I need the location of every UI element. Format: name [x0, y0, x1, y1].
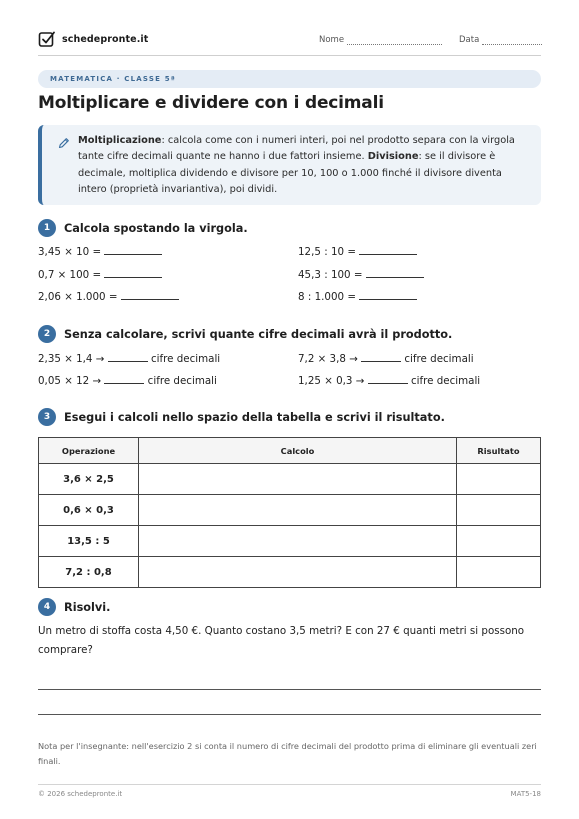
table-row	[39, 495, 541, 526]
operation-cell: 3,6 × 2,5	[39, 464, 139, 495]
mult-text: : calcola come con i numeri interi, poi nel prodotto separa con la virgola tante cifre decimali quante ne hanno i due fattori insieme.	[78, 135, 515, 163]
answer-blank[interactable]	[359, 245, 417, 255]
info-box	[38, 125, 541, 205]
answer-line[interactable]	[38, 714, 541, 715]
answer-blank[interactable]	[368, 374, 408, 384]
exercise-title: Calcola spostando la virgola.	[64, 221, 248, 235]
column-header: Operazione	[39, 438, 139, 464]
operation-cell: 7,2 : 0,8	[39, 557, 139, 588]
exercise-item	[38, 245, 162, 258]
page-title: Moltiplicare e dividere con i decimali	[38, 93, 384, 113]
page-header	[38, 30, 541, 56]
calculation-cell[interactable]	[139, 526, 457, 557]
checkbox-logo-icon	[38, 30, 56, 48]
date-line[interactable]	[482, 37, 542, 45]
table-row	[39, 464, 541, 495]
exercise-number: 1	[38, 219, 56, 237]
item-text: 7,2 × 3,8 →	[298, 353, 358, 365]
date-field[interactable]	[459, 35, 542, 45]
table-row	[39, 557, 541, 588]
teacher-note: Nota per l'insegnante: nell'esercizio 2 si conta il numero di cifre decimali del prodotto prima di eliminare gli eventuali zeri finali.	[38, 741, 537, 766]
calculation-cell[interactable]	[139, 495, 457, 526]
div-text: : se il divisore è decimale, moltiplica dividendo e divisore per 10, 100 o 1.000 finché il divisore diventa intero (proprietà invariantiva), poi dividi.	[78, 151, 502, 196]
copyright: © 2026 schedepronte.it	[38, 790, 123, 798]
exercise-title: Senza calcolare, scrivi quante cifre decimali avrà il prodotto.	[64, 327, 453, 341]
exercise-item	[298, 245, 417, 258]
answer-line[interactable]	[38, 689, 541, 690]
exercise-item	[38, 290, 179, 303]
brand-name: schedepronte.it	[62, 33, 149, 45]
answer-blank[interactable]	[359, 290, 417, 300]
answer-blank[interactable]	[361, 352, 401, 362]
pencil-icon	[58, 137, 70, 149]
answer-blank[interactable]	[121, 290, 179, 300]
mult-label: Moltiplicazione	[78, 135, 162, 146]
exercise-number: 3	[38, 408, 56, 426]
worksheet-code: MAT5-18	[510, 790, 541, 798]
exercise-3-heading	[38, 408, 445, 426]
item-suffix: cifre decimali	[150, 353, 221, 365]
exercise-title: Risolvi.	[64, 600, 111, 614]
item-text: 0,7 × 100 =	[38, 269, 102, 281]
item-text: 12,5 : 10 =	[298, 246, 356, 258]
exercise-number: 4	[38, 598, 56, 616]
column-header: Risultato	[457, 438, 541, 464]
exercise-item	[298, 268, 424, 281]
item-text: 1,25 × 0,3 →	[298, 375, 365, 387]
exercise-item	[38, 374, 217, 387]
item-text: 2,06 × 1.000 =	[38, 291, 118, 303]
result-cell[interactable]	[457, 495, 541, 526]
exercise-title: Esegui i calcoli nello spazio della tabella e scrivi il risultato.	[64, 410, 445, 424]
info-text	[78, 133, 527, 199]
operation-cell: 0,6 × 0,3	[39, 495, 139, 526]
answer-blank[interactable]	[104, 374, 144, 384]
item-text: 45,3 : 100 =	[298, 269, 363, 281]
name-field[interactable]	[319, 35, 442, 45]
problem-text: Un metro di stoffa costa 4,50 €. Quanto costano 3,5 metri? E con 27 € quanti metri si possono comprare?	[38, 625, 525, 656]
subject-badge: MATEMATICA · CLASSE 5ª	[38, 70, 541, 88]
brand	[38, 30, 148, 48]
item-suffix: cifre decimali	[147, 375, 217, 387]
item-text: 2,35 × 1,4 →	[38, 353, 105, 365]
result-cell[interactable]	[457, 464, 541, 495]
calculation-cell[interactable]	[139, 464, 457, 495]
exercise-2-heading	[38, 325, 452, 343]
exercise-item	[38, 268, 162, 281]
answer-blank[interactable]	[366, 268, 424, 278]
exercise-item	[298, 374, 480, 387]
item-suffix: cifre decimali	[410, 375, 481, 387]
answer-blank[interactable]	[104, 268, 162, 278]
name-label: Nome	[319, 35, 345, 45]
answer-blank[interactable]	[108, 352, 148, 362]
page-footer	[38, 784, 541, 798]
calculation-cell[interactable]	[139, 557, 457, 588]
column-header: Calcolo	[139, 438, 457, 464]
date-label: Data	[459, 35, 480, 45]
item-text: 0,05 × 12 →	[38, 375, 102, 387]
div-label: Divisione	[367, 151, 419, 163]
exercise-item	[38, 352, 220, 365]
item-text: 3,45 × 10 =	[38, 246, 102, 258]
name-line[interactable]	[347, 37, 442, 45]
exercise-4-heading	[38, 598, 110, 616]
exercise-item	[298, 352, 474, 365]
calculation-table	[38, 437, 541, 588]
result-cell[interactable]	[457, 557, 541, 588]
result-cell[interactable]	[457, 526, 541, 557]
table-row	[39, 526, 541, 557]
exercise-1-heading	[38, 219, 248, 237]
operation-cell: 13,5 : 5	[39, 526, 139, 557]
answer-blank[interactable]	[104, 245, 162, 255]
item-text: 8 : 1.000 =	[298, 291, 356, 303]
table-header-row	[39, 438, 541, 464]
exercise-number: 2	[38, 325, 56, 343]
item-suffix: cifre decimali	[404, 353, 474, 365]
exercise-item	[298, 290, 417, 303]
